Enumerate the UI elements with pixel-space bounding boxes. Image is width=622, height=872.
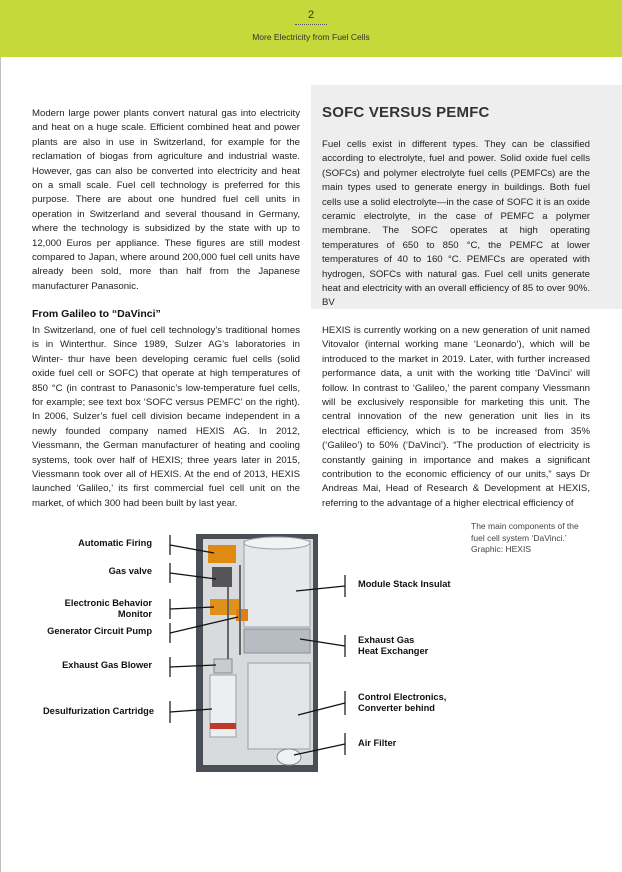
section-heading: From Galileo to “DaVinci”	[32, 308, 161, 320]
module-stack	[244, 541, 310, 627]
sidebar-body: Fuel cells exist in different types. They can be classified according to electrolyte, fuel and power. Solid oxide fuel cells (SOFCs) and polymer electrolyte fuel cells (PEMFCs) are the main types used to generate energy in buildings. Both fuel cells use a solid electrolyte—in the case of SOFC it is an oxide ceramic electrolyte, in the case of PEMFC a polymer membrane. The SOFC operates at high operating temperatures of 650 to 850 °C, the PEMFC at lower temperatures of 40 to 160 °C. PEMFCs are operated with hydrogen, SOFCs with natural gas. Fuel cell units generate heat and electricity with an overall efficiency of 85 to over 90%. BV	[322, 139, 590, 309]
air-filter	[277, 749, 301, 765]
exhaust-blower	[214, 659, 232, 673]
caption-line: The main components of the	[471, 521, 579, 531]
caption-line: Graphic: HEXIS	[471, 544, 531, 554]
sidebar-title: SOFC VERSUS PEMFC	[322, 104, 490, 121]
label-exhaust-gas-2: Heat Exchanger	[358, 646, 429, 656]
section-left-column: In Switzerland, one of fuel cell technology’s traditional homes is in Winterthur. Since 1989, Sulzer AG’s laboratories in Winter- thur have been developing ceramic fuel cells (solid oxide fuel cell or SOFC) that operate at high temperatures of 850 °C (in contrast to Panasonic’s low-temperature fuel cells, for example; see text box ‘SOFC versus PEMFC’ on the right). In 2006, Sulzer’s fuel cell division became independent in a newly founded company named HEXIS AG. In 2012, Viessmann, the German manufacturer of heating and cooling systems, took over half of HEXIS; three years later in 2015, Viessmann took over all of HEXIS. At the end of 2013, HEXIS launched ‘Galileo,’ its first commercial fuel cell unit on the market, of which 300 had been built by last year.	[32, 325, 300, 509]
label-exhaust-gas-1: Exhaust Gas	[358, 635, 415, 645]
label-air-filter: Air Filter	[358, 738, 397, 748]
label-gas-valve: Gas valve	[108, 566, 152, 576]
figure-caption	[471, 521, 601, 556]
label-automatic-firing: Automatic Firing	[78, 538, 152, 548]
page-number: 2	[307, 9, 315, 21]
fuel-cell-diagram	[0, 525, 470, 775]
cartridge-band	[210, 723, 236, 729]
intro-paragraph: Modern large power plants convert natural gas into electricity and heat on a huge scale. Efficient combined heat and power plants are also in use in Switzerland, for example for the reclamation of biogas from agriculture and industrial waste. However, gas can also be converted into electricity and heat on a small scale. Fuel cell technology is preferred for this purpose. There are about one hundred fuel cell units in operation in Switzerland and several thousand in Germany, where the technology is subsidized by the state with up to 12,000 Euros per appliance. These figures are still modest compared to Japan, where around 200,000 fuel cell units have already been sold, more than half from the Japanese manufacturer Panasonic.	[32, 108, 300, 292]
label-module-stack: Module Stack Insulat	[358, 579, 451, 589]
label-control-electronics-1: Control Electronics,	[358, 692, 447, 702]
behavior-monitor-part	[210, 599, 240, 615]
control-electronics	[248, 663, 310, 749]
module-stack-top	[244, 537, 310, 549]
pump-part	[236, 609, 248, 621]
caption-line: fuel cell system ‘DaVinci.’	[471, 532, 567, 543]
section-right-column: HEXIS is currently working on a new generation of unit named Vitovalor (internal working mane ‘Leonardo’), which will be introduced to the market in 2019. Later, with further increased performance data, a unit with the working title ‘DaVinci’ will follow. In contrast to ‘Galileo,’ the parent company Viessmann will be exclusively responsible for marketing this unit. The central innovation of the new generation unit lies in its electrical efficiency, which is to be increased from 35% (‘Galileo’) to 50% (‘DaVinci’). “The production of electricity is constantly gaining in importance and makes a significant contribution to the economic efficiency of our units,” says Dr Andreas Mai, Head of Research & Development at HEXIS, referring to the advantage of a higher electrical efficiency of	[322, 325, 590, 509]
label-exhaust-blower: Exhaust Gas Blower	[62, 660, 152, 670]
gas-valve-part	[212, 567, 232, 587]
label-desulfurization: Desulfurization Cartridge	[42, 706, 154, 716]
heat-exchanger	[244, 629, 310, 653]
label-control-electronics-2: Converter behind	[358, 703, 435, 713]
automatic-firing-part	[208, 545, 236, 563]
running-title: More Electricity from Fuel Cells	[252, 32, 370, 42]
page-number-underline	[295, 24, 327, 25]
label-behavior-monitor-2: Monitor	[117, 609, 152, 619]
label-behavior-monitor-1: Electronic Behavior	[64, 598, 152, 608]
label-circuit-pump: Generator Circuit Pump	[47, 626, 152, 636]
